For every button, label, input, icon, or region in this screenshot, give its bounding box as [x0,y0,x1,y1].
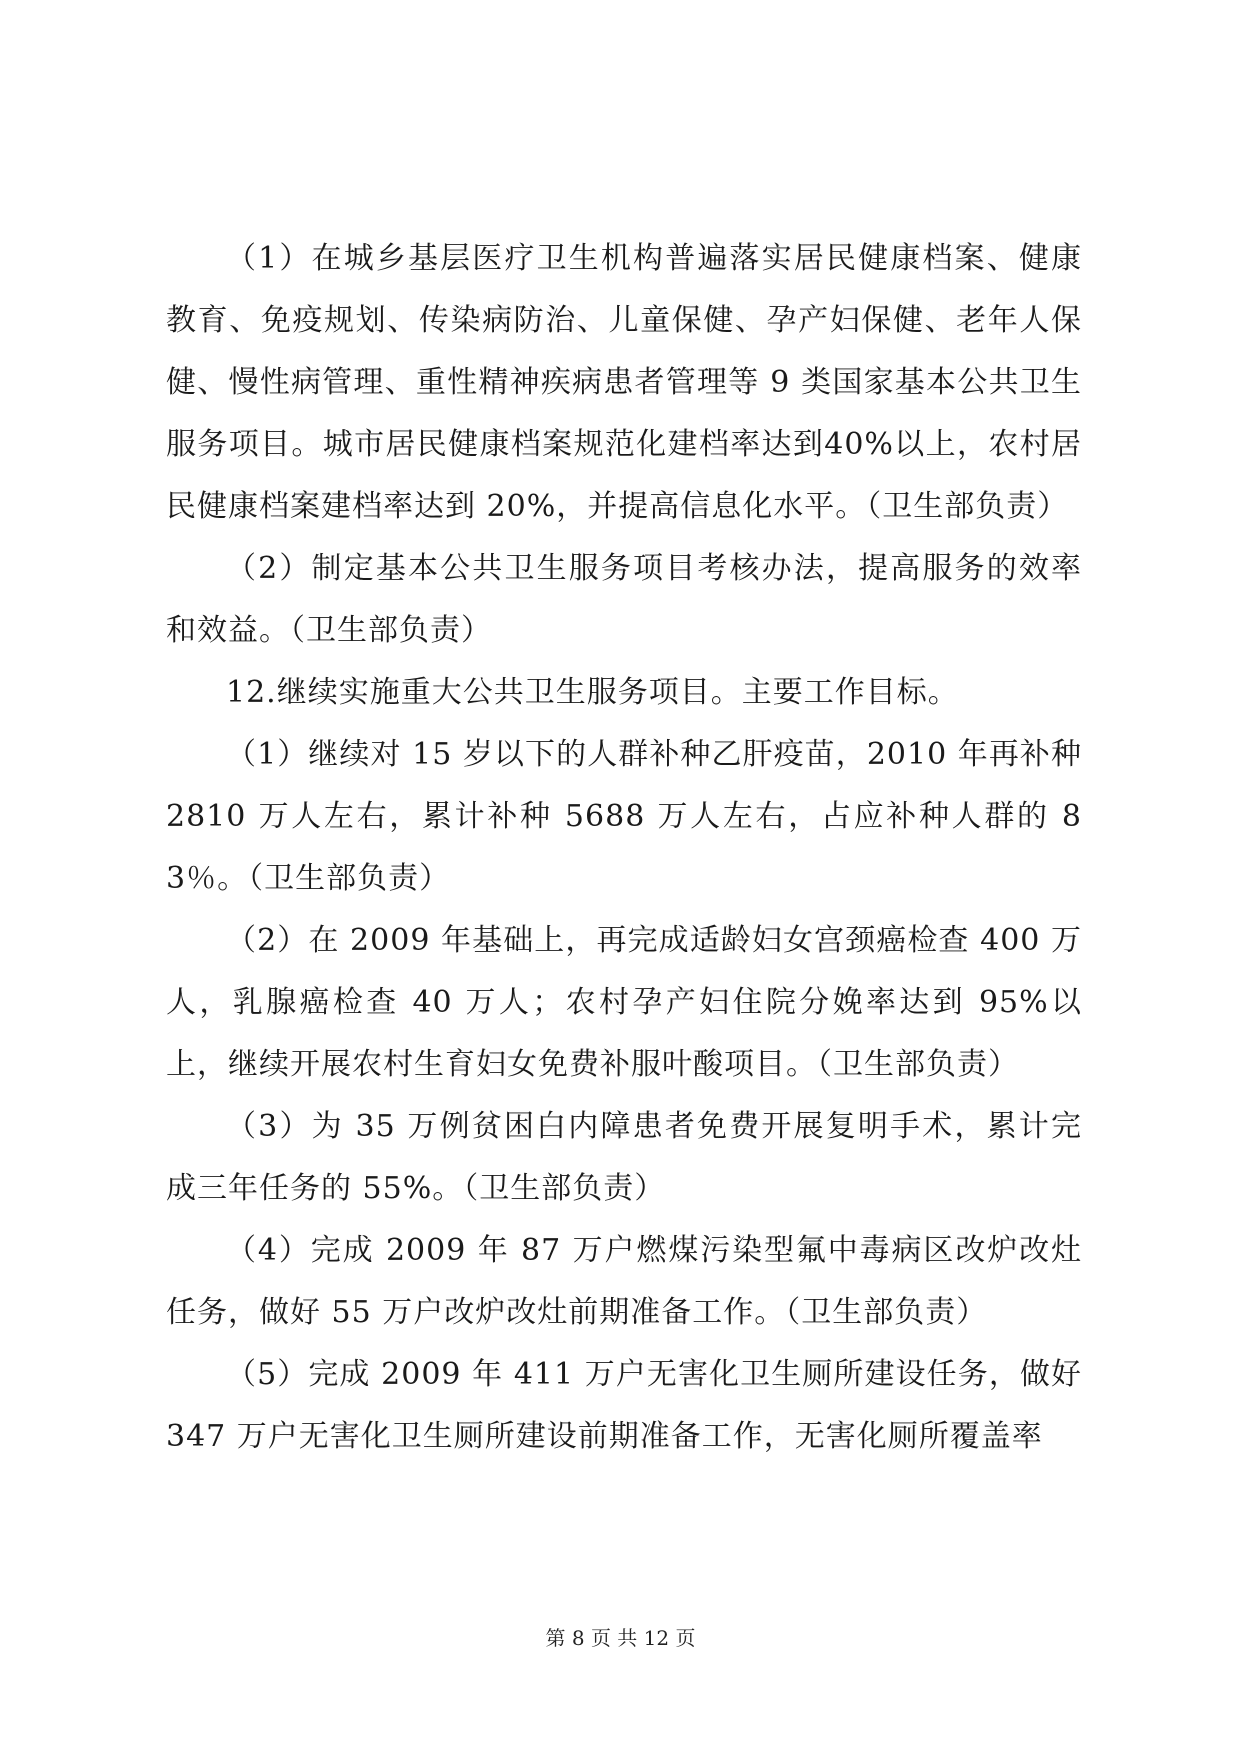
paragraph: （4）完成 2009 年 87 万户燃煤污染型氟中毒病区改炉改灶任务，做好 55 万户改炉改灶前期准备工作。（卫生部负责） [166,1233,1082,1330]
paragraph: （5）完成 2009 年 411 万户无害化卫生厕所建设任务，做好 347 万户无害化卫生厕所建设前期准备工作，无害化厕所覆盖率 [166,1357,1082,1454]
paragraph: （1）在城乡基层医疗卫生机构普遍落实居民健康档案、健康教育、免疫规划、传染病防治、儿童保健、孕产妇保健、老年人保健、慢性病管理、重性精神疾病患者管理等 9 类国家基本公共卫生服务项目。城市居民健康档案规范化建档率达到40%以上，农村居民健康档案建档率达到 20%，并提高信息化水平。（卫生部负责） [166,241,1082,524]
page-number-footer: 第 8 页 共 12 页 [545,1626,696,1650]
paragraph: （1）继续对 15 岁以下的人群补种乙肝疫苗，2010 年再补种 2810 万人左右，累计补种 5688 万人左右，占应补种人群的 83％。（卫生部负责） [166,737,1082,896]
section-heading: 12.继续实施重大公共卫生服务项目。主要工作目标。 [226,675,959,710]
paragraph: （2）在 2009 年基础上，再完成适龄妇女宫颈癌检查 400 万人，乳腺癌检查 40 万人；农村孕产妇住院分娩率达到 95%以上，继续开展农村生育妇女免费补服叶酸项目。（卫生部负责） [166,923,1082,1082]
paragraph: （2）制定基本公共卫生服务项目考核办法，提高服务的效率和效益。（卫生部负责） [166,551,1082,648]
paragraph: （3）为 35 万例贫困白内障患者免费开展复明手术，累计完成三年任务的 55%。（卫生部负责） [166,1109,1082,1206]
document-body [166,228,1082,1468]
